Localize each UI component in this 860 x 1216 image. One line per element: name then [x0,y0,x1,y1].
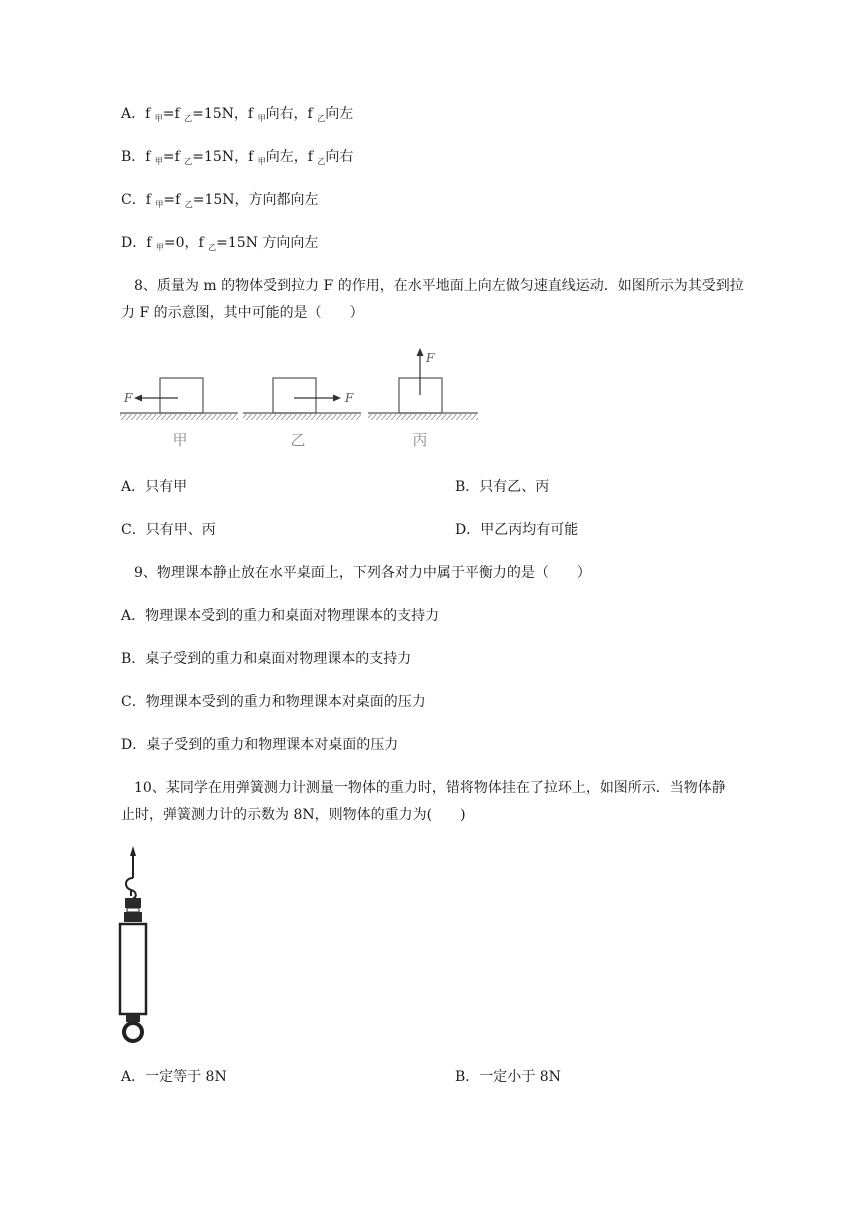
q7-option-b: B．f $_甲$=f $_乙$=15N，f $_甲$向左，f $_乙$向右 [121,149,354,166]
q10-stem-line2: 止时，弹簧测力计的示数为 8N，则物体的重力为( ) [121,807,466,823]
q9-option-c: C．物理课本受到的重力和物理课本对桌面的压力 [121,694,426,710]
bottom-cap [126,1014,140,1022]
label-jia: 甲 [172,431,188,449]
q9-option-a: A．物理课本受到的重力和桌面对物理课本的支持力 [121,608,440,624]
top-band [127,908,139,912]
q9-option-d: D．桌子受到的重力和物理课本对桌面的压力 [121,737,399,753]
q8-option-a: A．只有甲 [121,479,188,495]
panel-jia [120,378,238,449]
scale-body [120,924,146,1014]
ground-hatch-bing [368,414,478,420]
arrowhead-right [333,395,341,402]
block-yi [273,378,316,413]
force-label-bing: F [426,351,435,365]
q8-stem-line2: 力 F 的示意图，其中可能的是（ ） [121,305,364,321]
q7-option-d: D．f $_甲$=0，f $_乙$=15N 方向向左 [121,235,319,252]
label-bing: 丙 [412,431,428,449]
block-jia [160,378,203,413]
q8-force-diagram [118,340,480,456]
q8-option-c: C．只有甲、丙 [121,522,216,538]
q8-stem-line1: 8、质量为 m 的物体受到拉力 F 的作用，在水平地面上向左做匀速直线运动．如图所示为其受到拉 [134,278,744,294]
panel-yi [243,378,361,449]
pull-ring [124,1023,142,1041]
spring-scale-figure [110,840,160,1050]
label-yi: 乙 [290,431,306,449]
force-label-yi: F [345,391,354,405]
q10-option-b: B．一定小于 8N [455,1069,561,1085]
q8-option-b: B．只有乙、丙 [455,479,550,495]
q10-option-a: A．一定等于 8N [121,1069,227,1085]
top-collar [124,912,142,922]
q10-stem-line1: 10、某同学在用弹簧测力计测量一物体的重力时，错将物体挂在了拉环上，如图所示．当物体静 [134,780,726,796]
q8-option-d: D．甲乙丙均有可能 [455,522,579,538]
arrowhead-up [417,348,424,356]
panel-bing [368,348,478,449]
q9-stem: 9、物理课本静止放在水平桌面上，下列各对力中属于平衡力的是（ ） [134,565,591,581]
q7-option-a: A．f $_甲$=f $_乙$=15N，f $_甲$向右，f $_乙$向左 [121,106,354,123]
force-label-jia: F [124,391,133,405]
q9-option-b: B．桌子受到的重力和桌面对物理课本的支持力 [121,651,412,667]
ground-hatch-jia [120,414,238,420]
ground-hatch-yi [243,414,361,420]
top-cap [125,898,141,908]
top-hook [126,878,136,898]
q7-option-c: C．f $_甲$=f $_乙$=15N，方向都向左 [121,192,319,209]
arrowhead-left [134,395,142,402]
